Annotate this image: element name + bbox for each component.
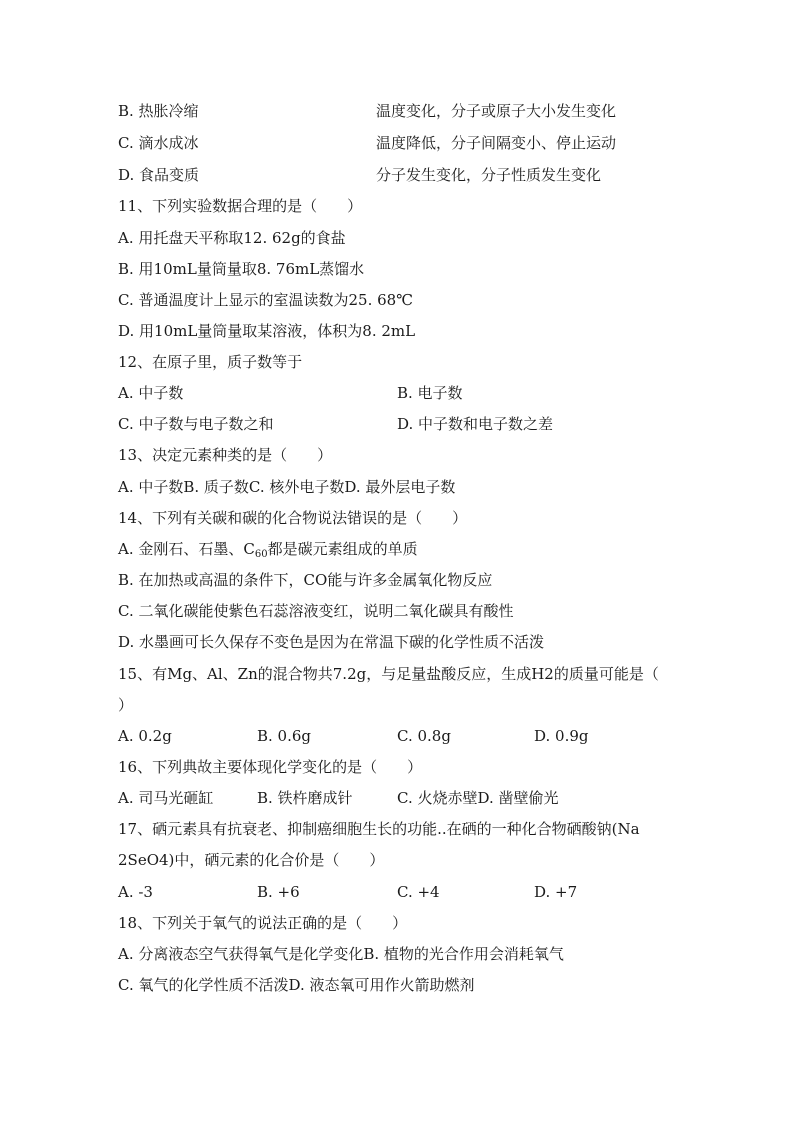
prev-option-c: C. 滴水成冰 xyxy=(118,134,199,152)
q12-stem: 12、在原子里，质子数等于 xyxy=(118,353,303,371)
q11-option-a: A. 用托盘天平称取12. 62g的食盐 xyxy=(118,229,346,247)
q18-stem: 18、下列关于氧气的说法正确的是（ ） xyxy=(118,914,408,932)
q18-options-ab: A. 分离液态空气获得氧气是化学变化B. 植物的光合作用会消耗氧气 xyxy=(118,945,564,963)
q12-option-b: B. 电子数 xyxy=(397,384,463,402)
q14-stem: 14、下列有关碳和碳的化合物说法错误的是（ ） xyxy=(118,509,468,527)
q17-option-a: A. -3 xyxy=(118,883,153,901)
q12-option-c: C. 中子数与电子数之和 xyxy=(118,415,274,433)
q15-stem-line1: 15、有Mg、Al、Zn的混合物共7.2g，与足量盐酸反应，生成H2的质量可能是（ xyxy=(118,665,659,683)
q11-option-b: B. 用10mL量筒量取8. 76mL蒸馏水 xyxy=(118,260,365,278)
q17-stem-line1: 17、硒元素具有抗衰老、抑制癌细胞生长的功能..在硒的一种化合物硒酸钠(Na xyxy=(118,820,640,838)
q14-option-d: D. 水墨画可长久保存不变色是因为在常温下碳的化学性质不活泼 xyxy=(118,633,545,651)
q15-option-c: C. 0.8g xyxy=(397,727,451,745)
q14-option-a xyxy=(118,539,418,559)
q15-option-d: D. 0.9g xyxy=(534,727,589,745)
q17-stem-line2: 2SeO4)中，硒元素的化合价是（ ） xyxy=(118,851,385,869)
prev-option-c-explanation: 温度降低，分子间隔变小、停止运动 xyxy=(376,134,617,152)
prev-option-b-explanation: 温度变化，分子或原子大小发生变化 xyxy=(376,102,617,120)
q11-option-d: D. 用10mL量筒量取某溶液，体积为8. 2mL xyxy=(118,322,416,340)
prev-option-d-explanation: 分子发生变化，分子性质发生变化 xyxy=(376,166,602,184)
q11-option-c: C. 普通温度计上显示的室温读数为25. 68℃ xyxy=(118,291,413,309)
q14-option-c: C. 二氧化碳能使紫色石蕊溶液变红，说明二氧化碳具有酸性 xyxy=(118,602,514,620)
q14-option-a-subscript: 60 xyxy=(254,549,268,560)
q16-option-b: B. 铁杵磨成针 xyxy=(257,789,353,807)
q16-option-a: A. 司马光砸缸 xyxy=(118,789,214,807)
q14-option-a-text: A. 金刚石、石墨、C xyxy=(118,540,255,558)
q16-stem: 16、下列典故主要体现化学变化的是（ ） xyxy=(118,758,423,776)
q12-option-d: D. 中子数和电子数之差 xyxy=(397,415,554,433)
q13-stem: 13、决定元素种类的是（ ） xyxy=(118,446,333,464)
q15-option-a: A. 0.2g xyxy=(118,727,172,745)
q15-stem-line2: ） xyxy=(118,696,134,714)
prev-option-b: B. 热胀冷缩 xyxy=(118,102,199,120)
prev-option-d: D. 食品变质 xyxy=(118,166,200,184)
q16-option-cd: C. 火烧赤壁D. 凿壁偷光 xyxy=(397,789,559,807)
q17-option-c: C. +4 xyxy=(397,883,440,901)
q14-option-a-text-end: 都是碳元素组成的单质 xyxy=(267,540,418,558)
q14-option-b: B. 在加热或高温的条件下，CO能与许多金属氧化物反应 xyxy=(118,571,493,589)
q15-option-b: B. 0.6g xyxy=(257,727,312,745)
q11-stem: 11、下列实验数据合理的是（ ） xyxy=(118,197,363,215)
q13-options: A. 中子数B. 质子数C. 核外电子数D. 最外层电子数 xyxy=(118,478,456,496)
q18-options-cd: C. 氧气的化学性质不活泼D. 液态氧可用作火箭助燃剂 xyxy=(118,976,475,994)
q17-option-d: D. +7 xyxy=(534,883,578,901)
q12-option-a: A. 中子数 xyxy=(118,384,184,402)
q17-option-b: B. +6 xyxy=(257,883,300,901)
